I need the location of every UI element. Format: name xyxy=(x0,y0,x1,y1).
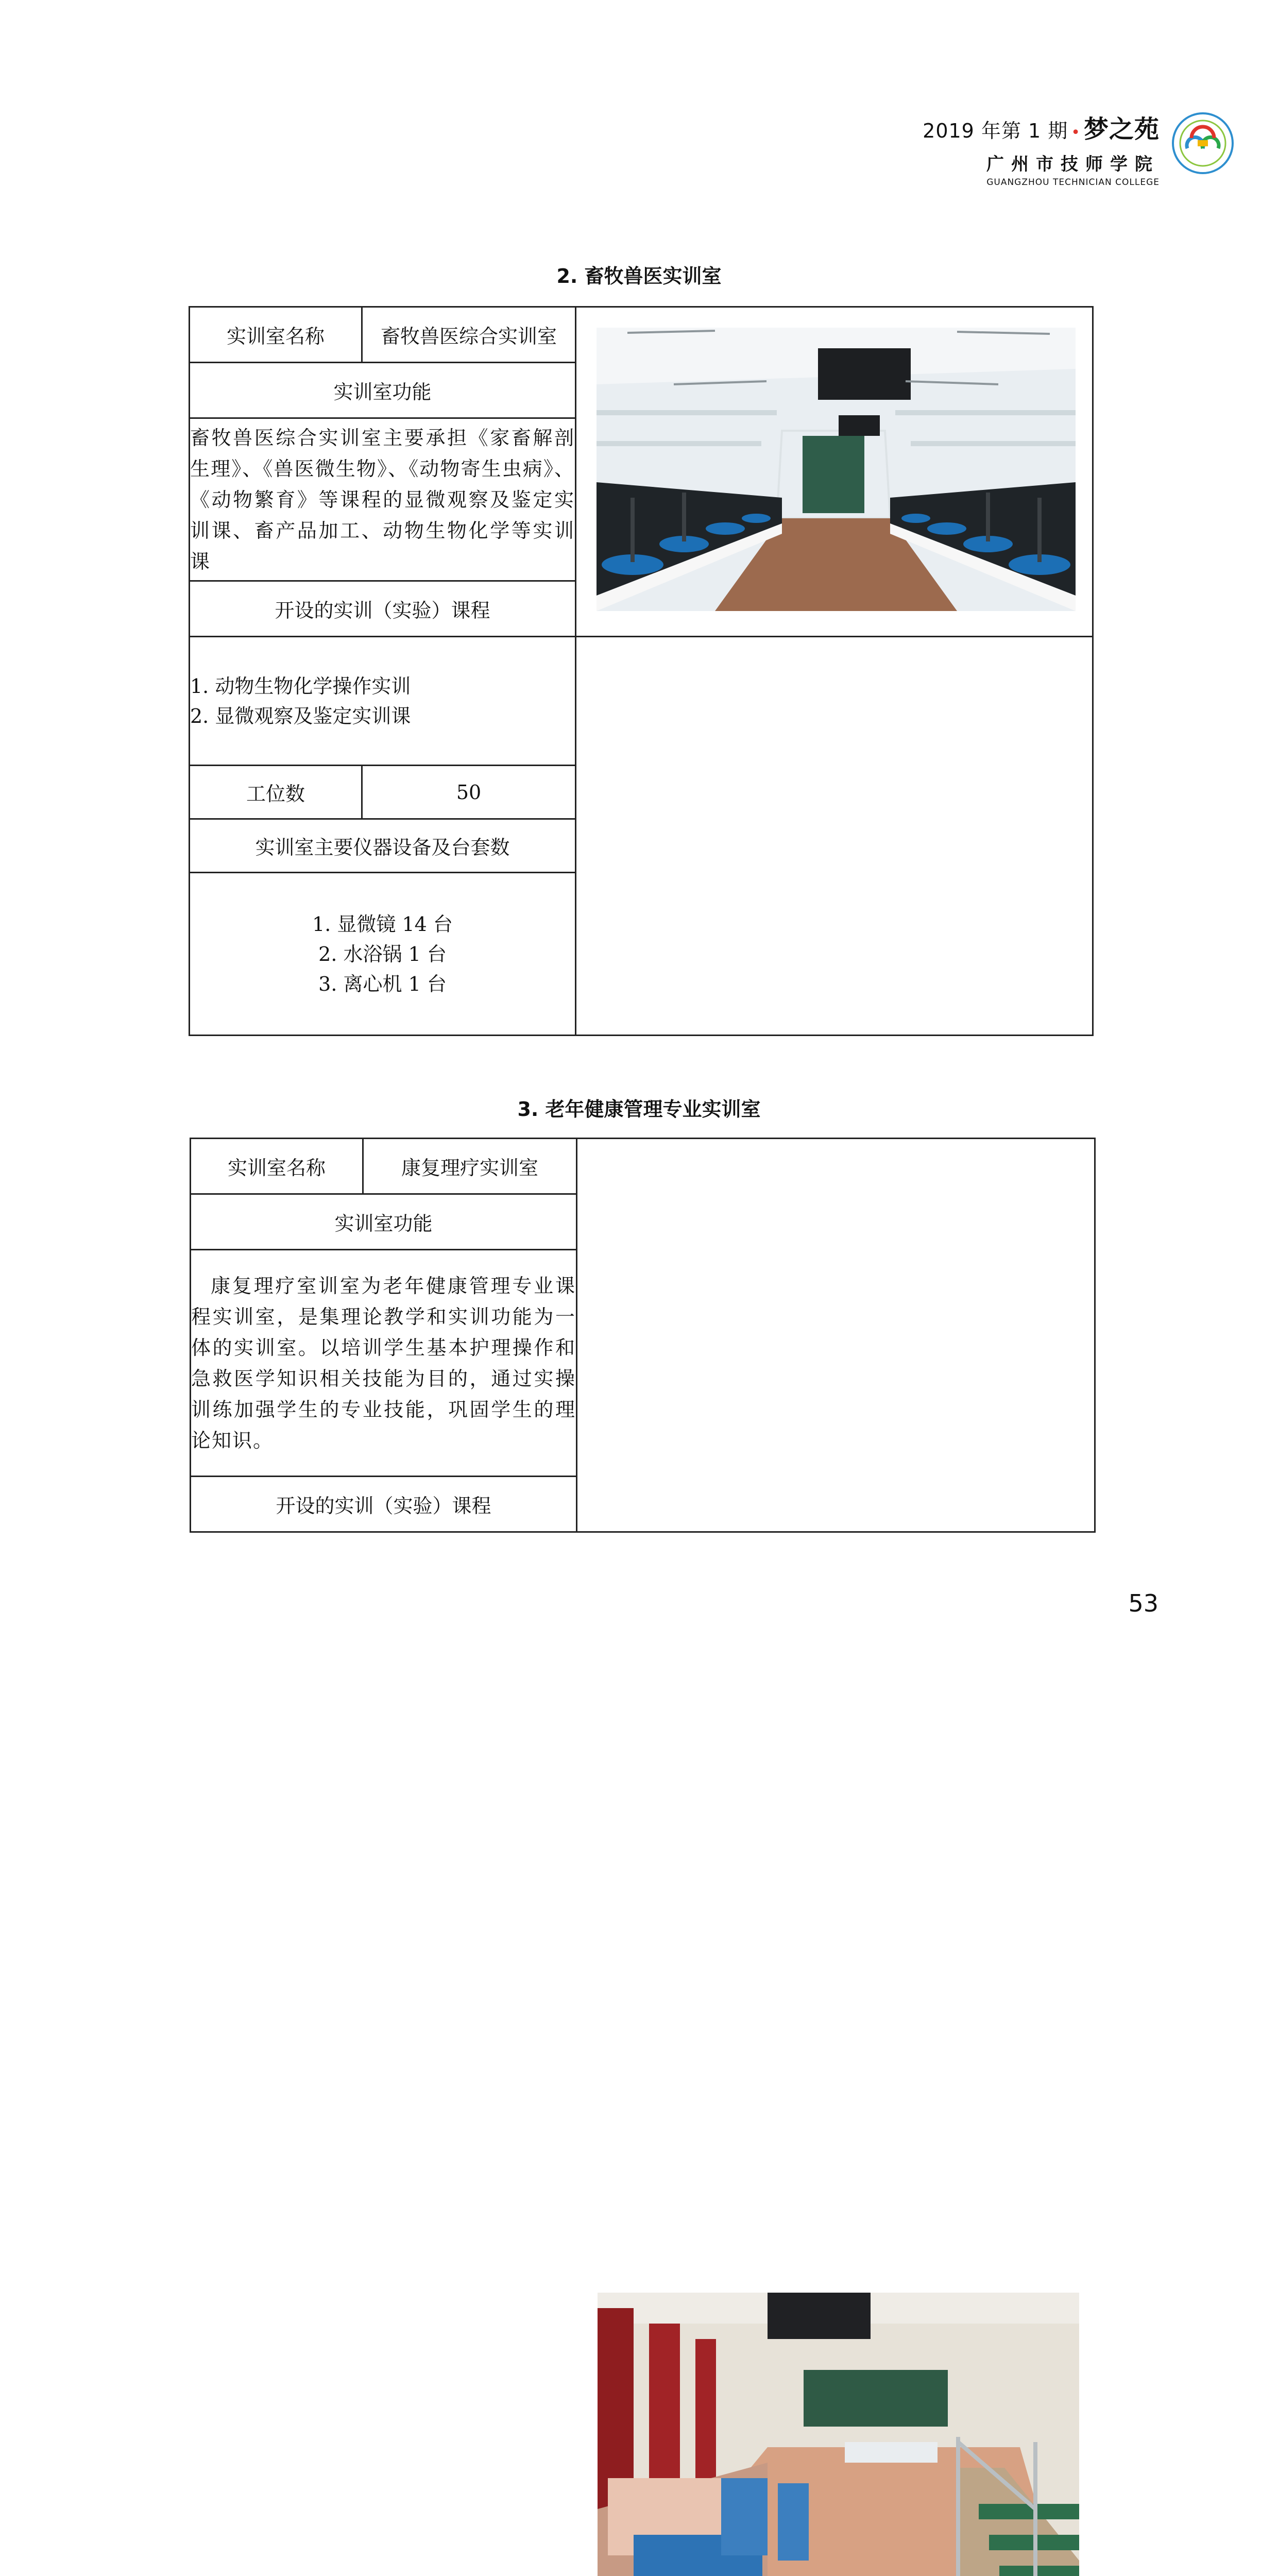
lab-courses-label: 开设的实训（实验）课程 xyxy=(190,581,576,637)
issue-line xyxy=(923,109,1160,145)
page-number: 53 xyxy=(1128,1589,1158,1617)
school-name-en: GUANGZHOU TECHNICIAN COLLEGE xyxy=(923,177,1160,188)
lab-name-value: 畜牧兽医综合实训室 xyxy=(362,307,576,363)
equipment-item: 3. 离心机 1 台 xyxy=(190,969,575,999)
lab-photo-microscopes xyxy=(597,328,1076,611)
bullet-dot: • xyxy=(1071,124,1081,142)
lab-name-value: 康复理疗实训室 xyxy=(363,1139,577,1194)
lab-photo-cell xyxy=(577,1139,1095,1532)
lab-name-label: 实训室名称 xyxy=(190,307,362,363)
brand-title: 梦之苑 xyxy=(1084,115,1160,144)
lab-courses-list xyxy=(190,637,576,766)
lab-function-label: 实训室功能 xyxy=(190,363,576,418)
lab-name-label: 实训室名称 xyxy=(191,1139,363,1194)
equipment-list xyxy=(190,873,576,1036)
school-name-cn: 广州市技师学院 xyxy=(923,150,1160,175)
empty-cell xyxy=(576,637,1093,1036)
equipment-label: 实训室主要仪器设备及台套数 xyxy=(190,819,576,873)
lab-function-text: 康复理疗室训室为老年健康管理专业课程实训室，是集理论教学和实训功能为一体的实训室。以培训学生基本护理操作和急救医学知识相关技能为目的，通过实操训练加强学生的专业技能，巩固学生的理论知识。 xyxy=(191,1250,577,1477)
lab-courses-label: 开设的实训（实验）课程 xyxy=(191,1477,577,1532)
section-3-title: 3. 老年健康管理专业实训室 xyxy=(0,1093,1278,1122)
issue-text: 2019 年第 1 期 xyxy=(923,120,1068,142)
lab-photo-cell xyxy=(576,307,1093,637)
page-header xyxy=(923,109,1160,188)
lab-function-label: 实训室功能 xyxy=(191,1194,577,1250)
stations-label: 工位数 xyxy=(190,766,362,819)
stations-value: 50 xyxy=(362,766,576,819)
lab-function-text: 畜牧兽医综合实训室主要承担《家畜解剖生理》、《兽医微生物》、《动物寄生虫病》、《动物繁育》等课程的显微观察及鉴定实训课、畜产品加工、动物生物化学等实训课 xyxy=(190,418,576,581)
course-item: 2. 显微观察及鉴定实训课 xyxy=(190,701,575,731)
section-2-title: 2. 畜牧兽医实训室 xyxy=(0,260,1278,289)
lab-table-animal-husbandry xyxy=(189,306,1094,1036)
equipment-item: 2. 水浴锅 1 台 xyxy=(190,939,575,969)
equipment-item: 1. 显微镜 14 台 xyxy=(190,909,575,939)
course-item: 1. 动物生物化学操作实训 xyxy=(190,671,575,701)
lab-table-elderly-care xyxy=(190,1138,1096,1533)
lab-photo-rehab-room xyxy=(598,2293,1079,2576)
